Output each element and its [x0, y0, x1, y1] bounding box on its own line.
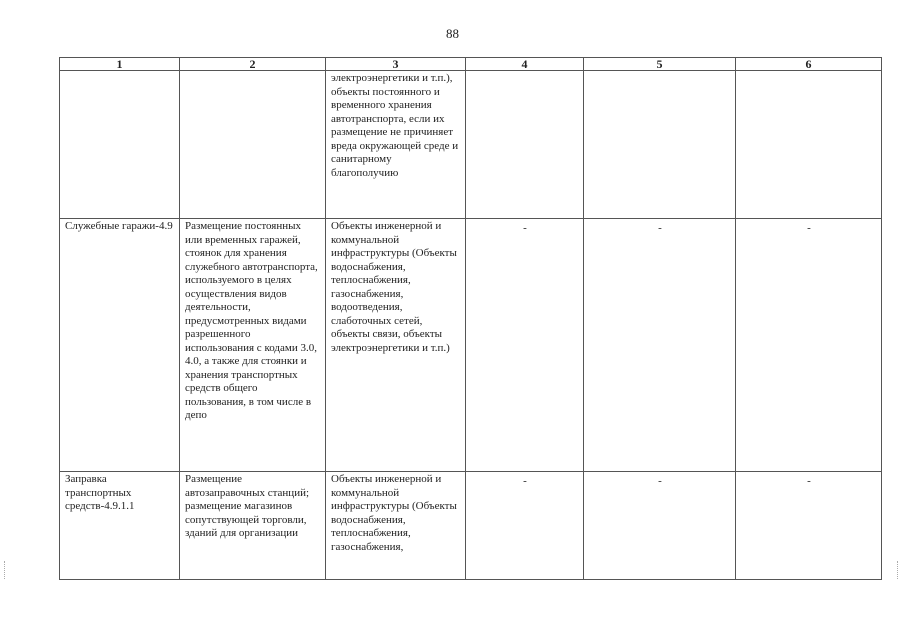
cell-description: [180, 71, 326, 219]
header-col-5: 5: [584, 58, 736, 71]
cell-col-4: -: [466, 472, 584, 580]
cell-col-5: -: [584, 472, 736, 580]
cell-col-6: -: [736, 219, 882, 472]
page-number: 88: [446, 26, 459, 41]
header-col-2: 2: [180, 58, 326, 71]
scan-edge-mark-left: [4, 561, 8, 579]
cell-use-type: Заправка транспортных средств-4.9.1.1: [60, 472, 180, 580]
land-use-table: [59, 57, 882, 580]
cell-col-4: -: [466, 219, 584, 472]
cell-objects: электроэнергетики и т.п.), объекты постоянного и временного хранения автотранспорта, если их размещение не причиняет вреда окружающей среде и санитарному благополучию: [326, 71, 466, 219]
cell-col-6: -: [736, 472, 882, 580]
cell-col-6: [736, 71, 882, 219]
header-col-3: 3: [326, 58, 466, 71]
table-row: [60, 219, 882, 472]
table-row: [60, 472, 882, 580]
cell-objects: Объекты инженерной и коммунальной инфраструктуры (Объекты водоснабжения, теплоснабжения, газоснабжения, водоотведения, слаботочных сетей, объекты связи, объекты электроэнергетики и т.п.): [326, 219, 466, 472]
cell-description: Размещение постоянных или временных гаражей, стоянок для хранения служебного автотранспорта, используемого в целях осуществления видов деятельности, предусмотренных видами разрешенного использования с кодами 3.0, 4.0, а также для стоянки и хранения транспортных средств общего пользования, в том числе в депо: [180, 219, 326, 472]
cell-col-5: [584, 71, 736, 219]
cell-description: Размещение автозаправочных станций; размещение магазинов сопутствующей торговли, зданий для организации: [180, 472, 326, 580]
cell-col-5: -: [584, 219, 736, 472]
table-row: [60, 71, 882, 219]
cell-use-type: [60, 71, 180, 219]
cell-objects: Объекты инженерной и коммунальной инфраструктуры (Объекты водоснабжения, теплоснабжения, газоснабжения,: [326, 472, 466, 580]
header-col-1: 1: [60, 58, 180, 71]
cell-use-type: Служебные гаражи-4.9: [60, 219, 180, 472]
header-row: [60, 58, 882, 71]
header-col-6: 6: [736, 58, 882, 71]
header-col-4: 4: [466, 58, 584, 71]
scan-edge-mark-right: [897, 561, 901, 579]
cell-col-4: [466, 71, 584, 219]
